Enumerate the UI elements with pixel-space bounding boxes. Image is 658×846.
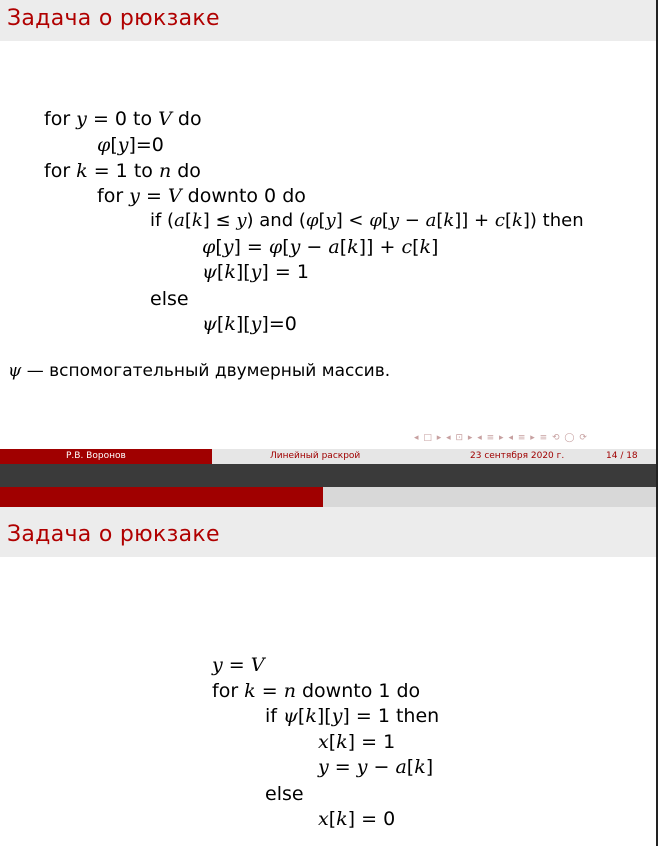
header-bar-red	[0, 487, 323, 507]
slide-title: Задача о рюкзаке	[7, 6, 220, 31]
footer-topic-cell	[212, 449, 434, 464]
footer-author-cell	[0, 449, 212, 464]
title-bar	[0, 0, 656, 41]
footer-date: 23 сентября 2020 г.	[470, 451, 565, 461]
code-line-4: x[k] = 1	[318, 731, 396, 753]
code-line-9: ψ[k][y]=0	[202, 313, 297, 335]
slide-2	[0, 507, 656, 846]
code-line-1: for y = 0 to V do	[44, 108, 202, 130]
slide-separator	[0, 464, 656, 487]
footnote	[8, 361, 390, 381]
code-line-7: x[k] = 0	[318, 808, 396, 830]
code-line-2: for k = n downto 1 do	[212, 680, 421, 702]
footer-author: Р.В. Воронов	[66, 451, 126, 461]
code-line-6: else	[265, 783, 304, 805]
code-line-3: if ψ[k][y] = 1 then	[265, 705, 440, 727]
footnote-text: — вспомогательный двумерный массив.	[21, 361, 391, 381]
header-bar-grey	[323, 487, 656, 507]
code-line-4: for y = V downto 0 do	[97, 185, 306, 207]
footer	[0, 449, 656, 464]
code-line-8: else	[150, 288, 189, 310]
footer-topic: Линейный раскрой	[270, 451, 361, 461]
title-bar	[0, 507, 656, 557]
slide-title: Задача о рюкзаке	[7, 522, 220, 547]
code-line-7: ψ[k][y] = 1	[202, 261, 309, 283]
code-line-2: φ[y]=0	[97, 134, 164, 156]
footer-date-cell	[434, 449, 656, 464]
code-line-5: y = y − a[k]	[318, 756, 434, 778]
code-line-1: y = V	[212, 654, 265, 676]
code-line-3: for k = 1 to n do	[44, 160, 201, 182]
psi-symbol: ψ	[8, 361, 22, 381]
code-line-6: φ[y] = φ[y − a[k]] + c[k]	[202, 236, 439, 258]
beamer-navigation-icons[interactable]: ◂ □ ▸ ◂ ⊡ ▸ ◂ ≡ ▸ ◂ ≡ ▸ ≡ ⟲ ◯ ⟳	[414, 433, 588, 443]
code-line-5: if (a[k] ≤ y) and (φ[y] < φ[y − a[k]] + c[k]) then	[150, 210, 584, 231]
footer-page: 14 / 18	[606, 451, 638, 461]
